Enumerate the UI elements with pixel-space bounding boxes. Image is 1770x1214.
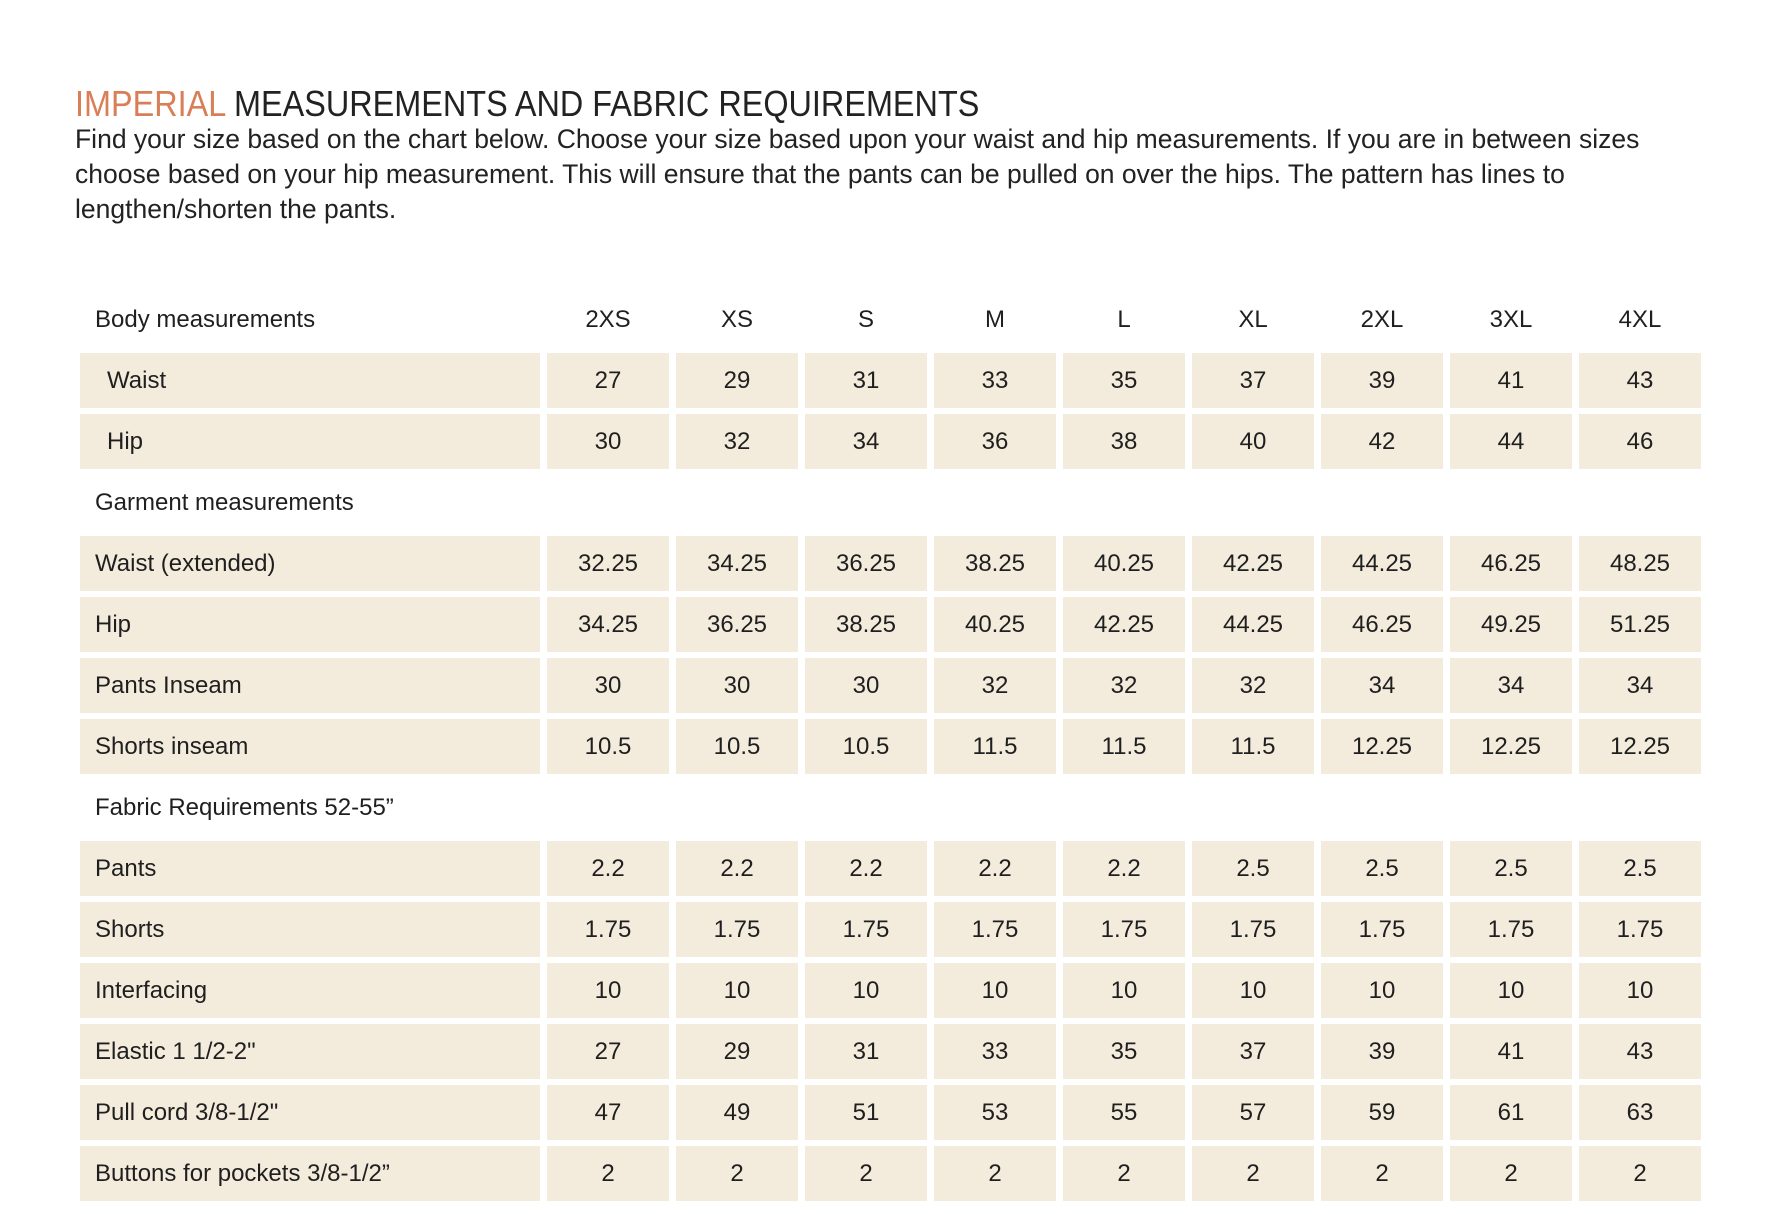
table-cell: 33 bbox=[934, 353, 1056, 408]
table-cell: 59 bbox=[1321, 1085, 1443, 1140]
size-chart-table bbox=[73, 286, 1708, 1207]
table-cell: 43 bbox=[1579, 353, 1701, 408]
table-cell: 1.75 bbox=[1450, 902, 1572, 957]
table-cell: 33 bbox=[934, 1024, 1056, 1079]
table-cell: 44.25 bbox=[1192, 597, 1314, 652]
row-label: Buttons for pockets 3/8-1/2” bbox=[80, 1146, 540, 1201]
table-cell: 10 bbox=[1450, 963, 1572, 1018]
table-cell: 12.25 bbox=[1579, 719, 1701, 774]
section-title: Body measurements bbox=[95, 305, 316, 333]
table-cell: 57 bbox=[1192, 1085, 1314, 1140]
table-cell: 29 bbox=[676, 353, 798, 408]
table-cell: 1.75 bbox=[934, 902, 1056, 957]
title-rest: MEASUREMENTS AND FABRIC REQUIREMENTS bbox=[225, 83, 980, 124]
size-column-header: XS bbox=[720, 305, 753, 333]
table-cell: 42 bbox=[1321, 414, 1443, 469]
table-cell: 1.75 bbox=[1063, 902, 1185, 957]
section-spacer-cell bbox=[1579, 780, 1701, 835]
table-cell: 34.25 bbox=[676, 536, 798, 591]
table-cell: 2.5 bbox=[1450, 841, 1572, 896]
table-cell: 63 bbox=[1579, 1085, 1701, 1140]
table-cell: 10 bbox=[547, 963, 669, 1018]
table-row bbox=[80, 1085, 1701, 1140]
table-cell: 39 bbox=[1321, 353, 1443, 408]
table-cell: 34 bbox=[1450, 658, 1572, 713]
table-cell: 61 bbox=[1450, 1085, 1572, 1140]
table-cell: 2 bbox=[1063, 1146, 1185, 1201]
row-label: Pull cord 3/8-1/2" bbox=[80, 1085, 540, 1140]
table-cell: 40 bbox=[1192, 414, 1314, 469]
table-cell: 32 bbox=[934, 658, 1056, 713]
section-header-row bbox=[80, 780, 1701, 835]
table-row bbox=[80, 414, 1701, 469]
table-cell: 30 bbox=[547, 414, 669, 469]
table-cell: 32 bbox=[1063, 658, 1185, 713]
table-cell: 1.75 bbox=[1579, 902, 1701, 957]
table-cell: 10 bbox=[1063, 963, 1185, 1018]
table-cell: 1.75 bbox=[676, 902, 798, 957]
table-cell: 42.25 bbox=[1192, 536, 1314, 591]
table-row bbox=[80, 1146, 1701, 1201]
table-cell: 36.25 bbox=[805, 536, 927, 591]
table-cell: 2.5 bbox=[1192, 841, 1314, 896]
row-label: Pants Inseam bbox=[80, 658, 540, 713]
table-cell: 40.25 bbox=[934, 597, 1056, 652]
table-cell: 2.2 bbox=[547, 841, 669, 896]
size-column-header: XL bbox=[1238, 305, 1268, 333]
table-cell: 53 bbox=[934, 1085, 1056, 1140]
section-spacer-cell bbox=[1579, 475, 1701, 530]
table-row bbox=[80, 658, 1701, 713]
table-cell: 10 bbox=[1192, 963, 1314, 1018]
table-cell: 2 bbox=[547, 1146, 669, 1201]
row-label: Elastic 1 1/2-2" bbox=[80, 1024, 540, 1079]
table-cell: 32 bbox=[1192, 658, 1314, 713]
table-cell: 10 bbox=[1321, 963, 1443, 1018]
table-row bbox=[80, 353, 1701, 408]
size-column-header: 4XL bbox=[1618, 305, 1662, 333]
section-spacer-cell bbox=[1321, 780, 1443, 835]
table-cell: 10 bbox=[934, 963, 1056, 1018]
table-cell: 10.5 bbox=[676, 719, 798, 774]
size-column-header: 2XS bbox=[585, 305, 631, 333]
table-cell: 2 bbox=[1192, 1146, 1314, 1201]
table-cell: 1.75 bbox=[547, 902, 669, 957]
table-cell: 34.25 bbox=[547, 597, 669, 652]
table-cell: 38 bbox=[1063, 414, 1185, 469]
table-cell: 10.5 bbox=[805, 719, 927, 774]
table-cell: 51 bbox=[805, 1085, 927, 1140]
table-cell: 1.75 bbox=[1192, 902, 1314, 957]
section-spacer-cell bbox=[934, 475, 1056, 530]
table-cell: 34 bbox=[1321, 658, 1443, 713]
section-spacer-cell bbox=[1192, 475, 1314, 530]
size-column-header: 3XL bbox=[1489, 305, 1533, 333]
row-label: Waist bbox=[80, 353, 540, 408]
size-column-header: S bbox=[857, 305, 874, 333]
table-cell: 35 bbox=[1063, 353, 1185, 408]
row-label: Hip bbox=[80, 597, 540, 652]
section-spacer-cell bbox=[1321, 475, 1443, 530]
table-cell: 36.25 bbox=[676, 597, 798, 652]
section-spacer-cell bbox=[1450, 475, 1572, 530]
size-column-header: 2XL bbox=[1360, 305, 1404, 333]
table-cell: 2 bbox=[1579, 1146, 1701, 1201]
table-cell: 32 bbox=[676, 414, 798, 469]
section-spacer-cell bbox=[676, 780, 798, 835]
table-cell: 46 bbox=[1579, 414, 1701, 469]
table-cell: 46.25 bbox=[1450, 536, 1572, 591]
title-accent: IMPERIAL bbox=[75, 83, 226, 124]
section-spacer-cell bbox=[805, 475, 927, 530]
table-cell: 38.25 bbox=[934, 536, 1056, 591]
section-title: Garment measurements bbox=[95, 488, 354, 516]
section-title: Fabric Requirements 52-55” bbox=[95, 793, 394, 821]
table-cell: 27 bbox=[547, 353, 669, 408]
table-cell: 36 bbox=[934, 414, 1056, 469]
row-label: Waist (extended) bbox=[80, 536, 540, 591]
table-row bbox=[80, 841, 1701, 896]
page-title bbox=[75, 80, 979, 128]
section-spacer-cell bbox=[934, 780, 1056, 835]
table-cell: 2 bbox=[805, 1146, 927, 1201]
table-cell: 30 bbox=[547, 658, 669, 713]
table-cell: 44.25 bbox=[1321, 536, 1443, 591]
table-cell: 2 bbox=[1450, 1146, 1572, 1201]
table-cell: 1.75 bbox=[1321, 902, 1443, 957]
table-cell: 51.25 bbox=[1579, 597, 1701, 652]
table-cell: 44 bbox=[1450, 414, 1572, 469]
row-label: Interfacing bbox=[80, 963, 540, 1018]
table-cell: 49 bbox=[676, 1085, 798, 1140]
table-cell: 2.2 bbox=[805, 841, 927, 896]
table-cell: 41 bbox=[1450, 353, 1572, 408]
table-cell: 31 bbox=[805, 353, 927, 408]
size-column-header: L bbox=[1117, 305, 1131, 333]
table-cell: 2.2 bbox=[934, 841, 1056, 896]
table-row bbox=[80, 719, 1701, 774]
table-cell: 37 bbox=[1192, 353, 1314, 408]
table-row bbox=[80, 536, 1701, 591]
table-cell: 41 bbox=[1450, 1024, 1572, 1079]
table-cell: 11.5 bbox=[1063, 719, 1185, 774]
table-cell: 29 bbox=[676, 1024, 798, 1079]
table-cell: 43 bbox=[1579, 1024, 1701, 1079]
table-cell: 34 bbox=[805, 414, 927, 469]
table-cell: 27 bbox=[547, 1024, 669, 1079]
size-column-header: M bbox=[985, 305, 1005, 333]
section-spacer-cell bbox=[1450, 780, 1572, 835]
section-spacer-cell bbox=[1063, 475, 1185, 530]
table-cell: 46.25 bbox=[1321, 597, 1443, 652]
table-cell: 2 bbox=[934, 1146, 1056, 1201]
table-row bbox=[80, 902, 1701, 957]
table-row bbox=[80, 1024, 1701, 1079]
table-cell: 49.25 bbox=[1450, 597, 1572, 652]
table-cell: 35 bbox=[1063, 1024, 1185, 1079]
table-cell: 10 bbox=[1579, 963, 1701, 1018]
size-chart-body bbox=[80, 292, 1701, 1201]
table-cell: 31 bbox=[805, 1024, 927, 1079]
table-cell: 30 bbox=[805, 658, 927, 713]
table-cell: 32.25 bbox=[547, 536, 669, 591]
table-cell: 37 bbox=[1192, 1024, 1314, 1079]
table-cell: 12.25 bbox=[1321, 719, 1443, 774]
table-cell: 1.75 bbox=[805, 902, 927, 957]
section-header-row bbox=[80, 475, 1701, 530]
table-cell: 48.25 bbox=[1579, 536, 1701, 591]
row-label: Hip bbox=[80, 414, 540, 469]
table-cell: 30 bbox=[676, 658, 798, 713]
section-spacer-cell bbox=[1192, 780, 1314, 835]
table-cell: 10 bbox=[676, 963, 798, 1018]
table-cell: 42.25 bbox=[1063, 597, 1185, 652]
table-row bbox=[80, 597, 1701, 652]
table-cell: 2.5 bbox=[1321, 841, 1443, 896]
table-cell: 2.5 bbox=[1579, 841, 1701, 896]
table-cell: 2 bbox=[1321, 1146, 1443, 1201]
table-row bbox=[80, 963, 1701, 1018]
section-spacer-cell bbox=[547, 475, 669, 530]
section-spacer-cell bbox=[1063, 780, 1185, 835]
row-label: Shorts inseam bbox=[80, 719, 540, 774]
table-cell: 2.2 bbox=[676, 841, 798, 896]
section-header-row bbox=[80, 292, 1701, 347]
table-cell: 12.25 bbox=[1450, 719, 1572, 774]
row-label: Shorts bbox=[80, 902, 540, 957]
table-cell: 39 bbox=[1321, 1024, 1443, 1079]
table-cell: 2 bbox=[676, 1146, 798, 1201]
table-cell: 11.5 bbox=[934, 719, 1056, 774]
intro-paragraph: Find your size based on the chart below. Choose your size based upon your waist and hip measurements. If you are in between sizes choose based on your hip measurement. This will ensure that the pants can be pulled on over the hips. The pattern has lines to lengthen/shorten the pants. bbox=[75, 124, 1640, 224]
table-cell: 11.5 bbox=[1192, 719, 1314, 774]
table-cell: 47 bbox=[547, 1085, 669, 1140]
table-cell: 55 bbox=[1063, 1085, 1185, 1140]
table-cell: 38.25 bbox=[805, 597, 927, 652]
table-cell: 10.5 bbox=[547, 719, 669, 774]
row-label: Pants bbox=[80, 841, 540, 896]
section-spacer-cell bbox=[547, 780, 669, 835]
table-cell: 34 bbox=[1579, 658, 1701, 713]
table-cell: 40.25 bbox=[1063, 536, 1185, 591]
section-spacer-cell bbox=[676, 475, 798, 530]
section-spacer-cell bbox=[805, 780, 927, 835]
table-cell: 10 bbox=[805, 963, 927, 1018]
table-cell: 2.2 bbox=[1063, 841, 1185, 896]
